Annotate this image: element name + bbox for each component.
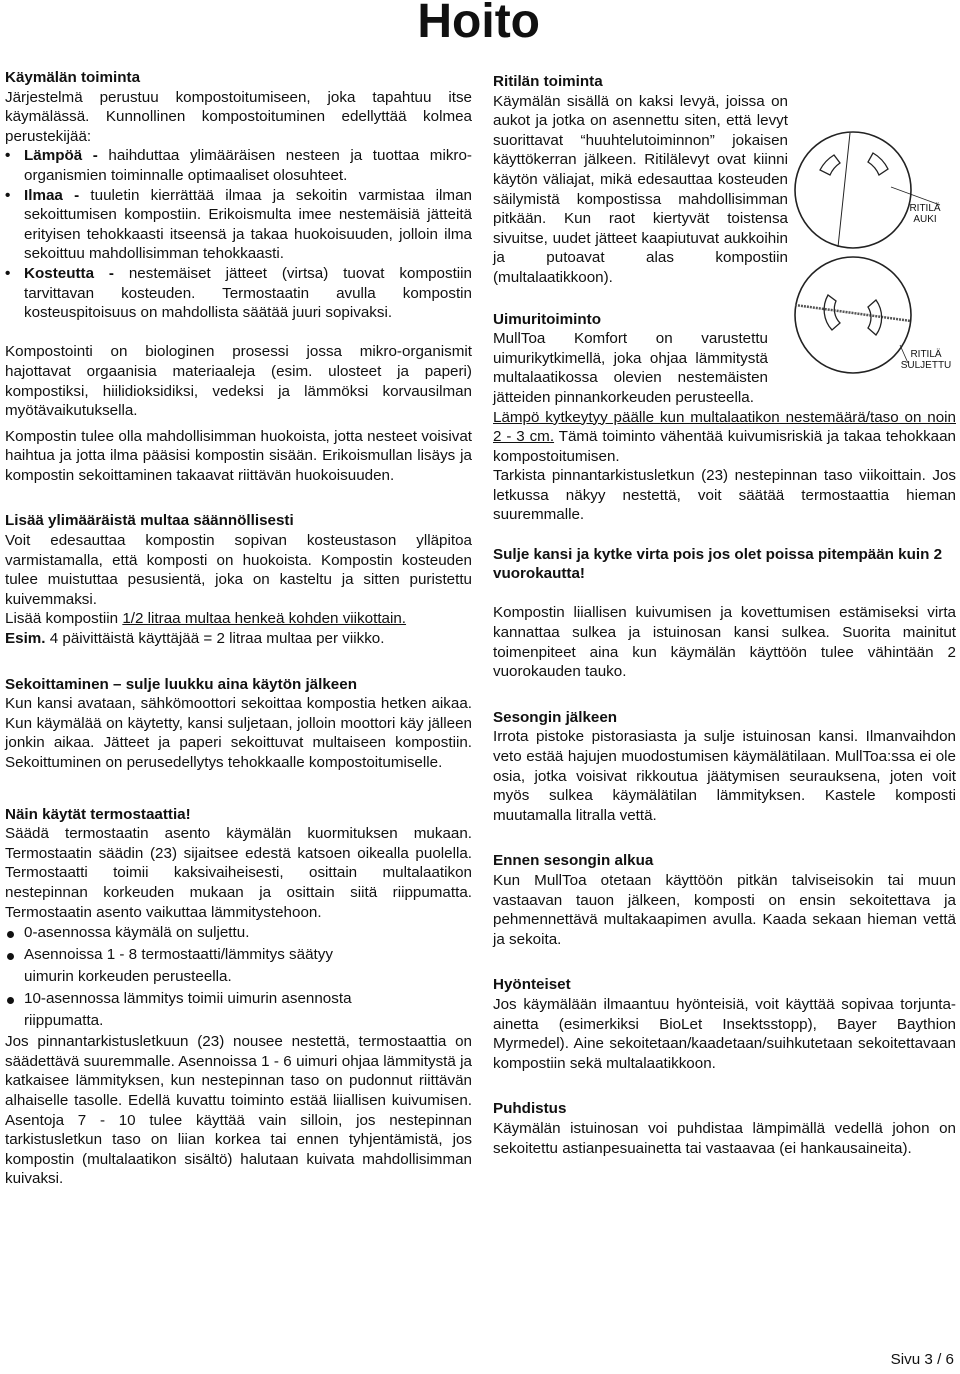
section-heading-sesonki: Sesongin jälkeen xyxy=(493,708,618,726)
paragraph-sekoittaminen: Kun kansi avataan, sähkömoottori sekoittaa kompostia hetken aikaa. Kun käymälää on käytetty, kansi suljetaan, jolloin moottori käy jälleen jonkin aikaa. Jätteet ja paperi sekoittuvat multaiseen kompostiin. Sekoittuminen on perusedellytys tehokkaalle kompostoitumiselle. xyxy=(5,695,472,771)
paragraph-termostaatti-2: Jos pinnantarkistusletkuun (23) nousee nestettä, termostaattia on säädettävä suuremmalle. Asennoissa 1 - 6 uimuri ohjaa lämmitystä ja katkaisee lämmityksen, kun nestepinnan taso on pudonnut riittävän alhaiselle tasolle. Edellä kuvattu toiminto estää liiallisen kuivumisen. Asentoja 7 - 10 tulee käyttää vain silloin, jos nestepinnan tarkistusletkun taso on liian korkea tai ennen tyhjentämistä, jos kompostin (multalaatikon sisältö) halutaan kuivata mahdollisimman kuivaksi. xyxy=(5,1033,472,1188)
paragraph-hyonteiset: Jos käymälään ilmaantuu hyönteisiä, voit käyttää sopivaa torjunta-ainetta (esimerkiksi BioLet Insektsstopp), Bayer Baythion Myrmedel). Aine sekoitetaan/kaadetaan/suihkutetaan sekoitettavaan kompostiin sekä multalaatikkoon. xyxy=(493,995,956,1072)
bullet-heat-text: haihduttaa ylimääräisen nesteen ja tuottaa mikro-organismien toiminnalle optimaaliset olosuhteet. xyxy=(24,147,472,184)
paragraph-multa-2 xyxy=(5,609,472,629)
page-title: Hoito xyxy=(417,0,540,48)
paragraph-multa-3 xyxy=(5,629,472,649)
section-heading-multa: Lisää ylimääräistä multaa säännöllisesti xyxy=(5,512,294,530)
multa-2-prefix: Lisää kompostiin xyxy=(5,610,123,628)
dot-item-1: 0-asennossa käymälä on suljettu. xyxy=(5,922,472,944)
section-heading-ritila: Ritilän toiminta xyxy=(493,73,603,90)
uimuri-2-underlined: Lämpö kytkeytyy päälle kun multalaatikon nestemäärä/taso on noin 2 - 3 cm. xyxy=(493,408,956,446)
example-label: Esim. xyxy=(5,630,46,648)
paragraph-sesonki: Irrota pistoke pistorasiasta ja sulje istuinosan kansi. Ilmanvaihdon veto estää hajujen muodostumisen käymälätilaan. MullToa:ssa ei ole osia, jotka voisivat rikkoutua jäätymisen seurauksena, joten voit myös sulkea käymälätilan lämmityksen. Kastele komposti muutamalla litralla vettä. xyxy=(493,728,956,824)
paragraph-biological: Kompostointi on biologinen prosessi jossa mikro-organismit hajottavat orgaanisia materiaaleja (esim. ulosteet ja paperi) kompostiksi, hiilidioksidiksi, vedeksi ja lämmöksi korvausilman myötävaikutuksella. xyxy=(5,343,472,420)
paragraph-termostaatti-1 xyxy=(5,824,472,922)
bullet-heat-label: Lämpöä - xyxy=(24,147,98,165)
uimuri-2-text: Tämä toiminto vähentää kuivumisriskiä ja takaa tehokkaan kompostoitumisen. xyxy=(493,428,956,465)
section-heading-hyonteiset: Hyönteiset xyxy=(493,976,571,994)
section-heading-sekoittaminen: Sekoittaminen – sulje luukku aina käytön jälkeen xyxy=(5,675,357,693)
paragraph-uimuri-3: Tarkista pinnantarkistusletkun (23) nestepinnan taso viikoittain. Jos letkussa näkyy nestettä, voit säätää termostaattia hieman suuremmalle. xyxy=(493,467,956,524)
bullet-air-text: tuuletin kierrättää ilmaa ja sekoitin varmistaa ilman sekoittumisen kompostiin. Erikoismulta imee nestemäisiä jätteitä erityisen tehokkaasti itseensä ja takaa huokoisuuden, jolloin ilma sekoittuu mahdollisimman tehokkaasti. xyxy=(24,186,472,263)
example-text: 4 päivittäistä käyttäjää = 2 litraa multaa per viikko. xyxy=(45,630,385,648)
bullet-heat xyxy=(5,146,472,185)
dot-item-3a: 10-asennossa lämmitys toimii uimurin asennosta xyxy=(5,988,472,1010)
section-heading-sulje: Sulje kansi ja kytke virta pois jos olet poissa pitempään kuin 2 vuorokautta! xyxy=(493,545,943,583)
dot-item-2a: Asennoissa 1 - 8 termostaatti/lämmitys säätyy xyxy=(5,944,472,966)
paragraph-puhdistus: Käymälän istuinosan voi puhdistaa lämpimällä vedellä johon on sekoitettu astianpesuainetta tai vastaavaa (ei hankausaineita). xyxy=(493,1119,956,1157)
dot-item-2b: uimurin korkeuden perusteella. xyxy=(24,968,232,986)
section-heading-termostaatti: Näin käytät termostaattia! xyxy=(5,805,191,823)
label-grate-closed xyxy=(893,349,959,371)
section-heading-ennen: Ennen sesongin alkua xyxy=(493,852,654,870)
paragraph-porosity: Kompostin tulee olla mahdollisimman huokoista, jotta nesteet voisivat haihtua ja jotta ilma pääsisi kompostin sisään. Erikoismullan lisäys ja kompostin sekoittaminen takaavat riittävän huokoisuuden. xyxy=(5,427,472,484)
bullet-air-label: Ilmaa - xyxy=(24,186,80,204)
bullet-moisture-text: nestemäiset jätteet (virtsa) tuovat kompostiin tarvittavan kosteuden. Termostaatin avulla kompostin kosteuspitoisuus on mahdollista säätää juuri sopivaksi. xyxy=(24,264,473,322)
left-column xyxy=(5,68,472,1189)
section-heading-kaymala: Käymälän toiminta xyxy=(5,69,141,86)
label-grate-open xyxy=(900,203,950,225)
multa-2-underlined: 1/2 litraa multaa henkeä kohden viikottain. xyxy=(122,610,407,628)
termostaatti-1-text: Säädä termostaatin asento käymälän kuormituksen mukaan. Termostaatin säädin (23) sijaitsee edestä katsoen oikealla puolella. Termostaatti toimii kaksivaiheisesti, osittain multalaatikon nestepinnan korkeuden mukaan ja osittain siitä riippumatta. Termostaatin asento vaikuttaa lämmitystehoon. xyxy=(5,825,472,921)
paragraph-intro: Järjestelmä perustuu kompostoitumiseen, joka tapahtuu itse käymälässä. Kunnollinen kompostoituminen edellyttää kolmea perustekijää: xyxy=(5,88,472,145)
paragraph-sulje: Kompostin liiallisen kuivumisen ja kovettumisen estämiseksi virta kannattaa sulkea ja istuinosan kansi sulkea. Suorita mainitut toimenpiteet aina kun käymälän käyttöön tulee vähintään 2 vuorokauden tauko. xyxy=(493,604,956,681)
paragraph-ennen: Kun MullToa otetaan käyttöön pitkän talviseisokin tai muun vastaavan tauon jälkeen, komposti on ensin sekoitettava ja pehmennettävä multakaapimen avulla. Kaada sekaan hieman vettä ja sekoita. xyxy=(493,871,956,948)
section-heading-uimuri: Uimuritoiminto xyxy=(493,310,601,328)
label-grate-open-line1: RITILÄ xyxy=(909,203,941,214)
bullet-air xyxy=(5,186,472,264)
page-number: Sivu 3 / 6 xyxy=(890,1351,954,1368)
paragraph-multa-1: Voit edesauttaa kompostin sopivan kosteustason ylläpitoa varmistamalla, että komposti on huokoista. Kompostin kosteuden tulee muistuttaa pesusientä, joka on kasteltu ja sitten puristettu kuivemmaksi. xyxy=(5,532,472,608)
label-grate-open-line2: AUKI xyxy=(913,214,937,225)
bullet-moisture xyxy=(5,264,472,323)
grate-figures xyxy=(790,125,960,375)
label-grate-closed-line2: SULJETTU xyxy=(900,360,952,371)
bullet-moisture-label: Kosteutta - xyxy=(24,264,114,282)
section-heading-puhdistus: Puhdistus xyxy=(493,1100,567,1118)
dot-item-3b: riippumatta. xyxy=(24,1012,104,1030)
paragraph-uimuri-1: MullToa Komfort on varustettu uimurikytkimellä, joka ohjaa lämmitystä multalaatikossa olevien nestemäisten jätteiden pinnankorkeuden perusteella. xyxy=(493,330,768,406)
grate-open-diagram xyxy=(795,132,940,248)
label-grate-closed-line1: RITILÄ xyxy=(910,349,942,360)
paragraph-ritila: Käymälän sisällä on kaksi levyä, joissa on aukot ja jotka on asennettu siten, että levyt suorittavat “huuhtelutoiminnon” jokaisen käyttökerran jälkeen. Ritilälevyt ovat kiinni käytön väliajat, mikä edesauttaa kosteuden säilymistä kompostissa mahdollisimman pitkään. Kun raot kiertyvät toistensa sivuitse, uudet jätteet kaapiutuvat aukkoihin ja putoavat alas kompostiin (multalaatikkoon). xyxy=(493,92,788,286)
paragraph-uimuri-2 xyxy=(493,408,956,467)
